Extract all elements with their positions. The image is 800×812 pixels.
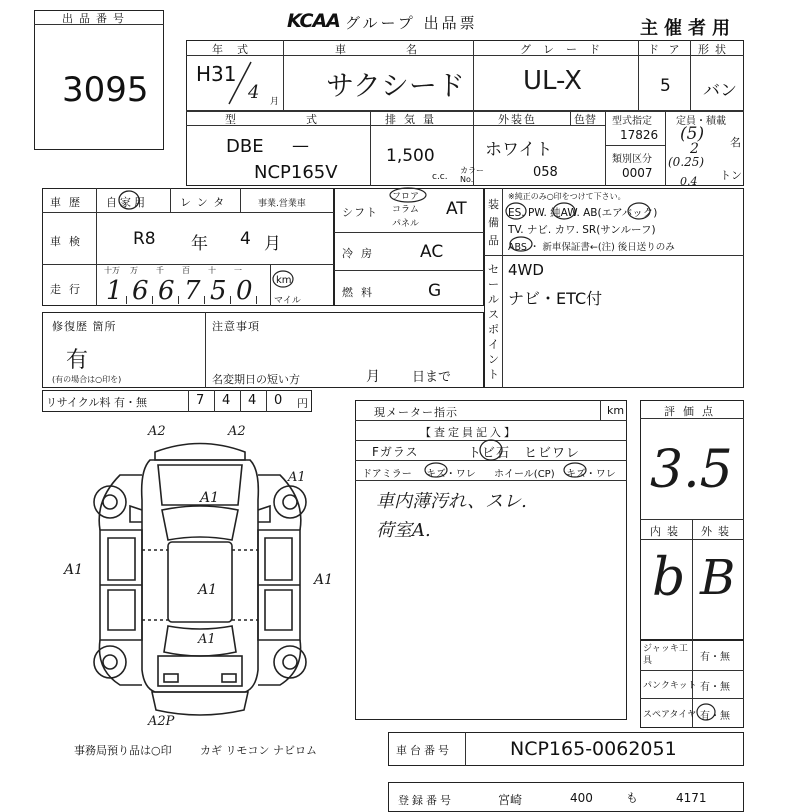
body-label: 形状 xyxy=(698,43,732,56)
score-label: 評価点 xyxy=(664,405,721,418)
color-value: ホワイト xyxy=(485,140,553,160)
repair-label: 修復歴 箇所 xyxy=(52,320,117,333)
grade-value: UL-X xyxy=(523,66,582,96)
remark-2: 荷室A. xyxy=(376,520,431,541)
inspector-label: 【査定員記入】 xyxy=(420,426,518,439)
mileage-digit-0: 1 xyxy=(106,276,123,306)
capacity-label: 定員・積載 xyxy=(676,116,726,127)
lot-number: 3095 xyxy=(62,70,149,110)
fuel-label: 燃料 xyxy=(342,286,380,299)
history-label: 車歴 xyxy=(50,196,88,209)
wheel-options: キズ・ワレ xyxy=(566,469,616,480)
equip-label: 装備品 xyxy=(488,198,499,247)
puncture-label: パンクキット xyxy=(643,681,697,691)
mileage-unit-4: 十 xyxy=(208,266,216,275)
equip-line-2: TV. ナビ. カワ. SR(サンルーフ) xyxy=(508,224,656,236)
equip-note: ※純正のみ○印をつけて下さい。 xyxy=(508,192,626,201)
mileage-unit-2: 千 xyxy=(156,266,164,275)
load-unit: トン xyxy=(720,169,742,182)
km-unit: km xyxy=(276,275,292,286)
spare-circle xyxy=(695,702,717,722)
inspection-month: 4 xyxy=(240,229,251,249)
body-value: バン xyxy=(703,81,737,101)
mark-fender-right: A1 xyxy=(288,470,306,485)
mileage-digit-3: 7 xyxy=(184,276,201,306)
sales-label: セールスポイント xyxy=(488,263,499,381)
mark-rear-door: A1 xyxy=(198,632,216,647)
mark-hood: A1 xyxy=(200,490,220,506)
mark-roof: A1 xyxy=(198,582,218,598)
car-diagram xyxy=(80,430,320,730)
color-no-label: カラーNo. xyxy=(460,166,484,184)
recycle-separator xyxy=(188,390,189,412)
class-label: 類別区分 xyxy=(612,154,652,165)
type-designation-label: 型式指定 xyxy=(612,116,652,127)
mileage-separator xyxy=(230,296,231,304)
private-circle xyxy=(117,189,141,211)
remark-1: 車内薄汚れ、スレ. xyxy=(376,491,527,512)
copy-type: 主催者用 xyxy=(640,18,736,39)
capacity-persons: (5) xyxy=(680,124,705,144)
mileage-digit-5: 0 xyxy=(236,276,253,306)
year-slash xyxy=(225,60,255,106)
mileage-unit-3: 百 xyxy=(182,266,190,275)
inspection-label: 車検 xyxy=(50,235,88,248)
recycle-yen: 円 xyxy=(297,397,308,410)
recycle-digit-2: 4 xyxy=(248,393,257,408)
reg-number: 4171 xyxy=(676,791,707,805)
displacement-label: 排気量 xyxy=(385,113,442,126)
persons-unit: 名 xyxy=(730,136,741,149)
mark-rear-bumper: A2P xyxy=(148,714,175,729)
score-value: 3.5 xyxy=(650,440,733,500)
capacity-load-3: 0.4 xyxy=(680,175,698,188)
notes-label: 注意事項 xyxy=(212,320,260,333)
exterior-score: B xyxy=(700,550,736,606)
recycle-digit-0: 7 xyxy=(196,393,205,408)
lot-number-label: 出品番号 xyxy=(62,12,130,25)
recycle-digit-1: 4 xyxy=(222,393,231,408)
glass-label: Fガラス xyxy=(372,445,419,459)
meter-label: 現メーター指示 xyxy=(374,406,458,419)
reg-kana: も xyxy=(626,791,639,805)
history-rental: レンタ xyxy=(180,196,231,209)
recycle-separator xyxy=(266,390,267,412)
class-code: 0007 xyxy=(622,166,653,180)
cc-unit: c.c. xyxy=(432,172,448,182)
model-code: NCP165V xyxy=(254,162,338,183)
chassis-label: 車台番号 xyxy=(396,744,452,757)
chassis-number: NCP165-0062051 xyxy=(510,738,677,760)
meter-unit: km xyxy=(607,404,625,417)
office-items: カギ リモコン ナビロム xyxy=(200,744,317,757)
sales-point-2: ナビ・ETC付 xyxy=(508,289,603,308)
shift-option-panel: パネル xyxy=(392,219,420,229)
mileage-unit-5: 一 xyxy=(234,266,242,275)
exterior-label: 外装 xyxy=(701,525,735,538)
recycle-digit-3: 0 xyxy=(274,393,283,408)
mileage-digit-1: 6 xyxy=(132,276,149,306)
glass-options: トビ石 ヒビワレ xyxy=(468,446,581,461)
sales-point-1: 4WD xyxy=(508,261,544,279)
spare-label: スペアタイヤ xyxy=(643,710,697,720)
form-title: グループ 出品票 xyxy=(345,14,478,32)
grade-label: グレード xyxy=(520,43,612,56)
mark-front-left: A2 xyxy=(148,424,166,439)
kcaa-logo: KCAA xyxy=(287,10,340,32)
mileage-separator xyxy=(126,296,127,304)
shift-option-floor: フロア xyxy=(392,192,420,202)
interior-score: b xyxy=(652,548,686,608)
mark-side-right: A1 xyxy=(314,572,334,588)
mirror-wheel-circles xyxy=(420,460,590,480)
repair-value: 有 xyxy=(66,348,89,373)
transfer-month: 月 xyxy=(366,369,380,385)
mark-front-right: A2 xyxy=(228,424,246,439)
capacity-load: 2 xyxy=(690,141,699,157)
office-note: 事務局預り品は○印 xyxy=(74,744,172,757)
mark-side-left: A1 xyxy=(64,562,84,578)
interior-label: 内装 xyxy=(650,525,684,538)
car-name: サクシード xyxy=(326,69,465,102)
mileage-separator xyxy=(204,296,205,304)
mileage-separator xyxy=(152,296,153,304)
type-designation: 17826 xyxy=(620,128,659,142)
mileage-separator xyxy=(256,296,257,304)
spare-value: 有・無 xyxy=(700,711,730,722)
year-value: H31 xyxy=(196,62,237,86)
mirror-options: キズ・ワレ xyxy=(426,469,476,480)
mileage-unit-0: 十万 xyxy=(104,266,120,275)
ac-label: 冷房 xyxy=(342,247,380,260)
shift-label: シフト xyxy=(342,206,378,219)
month-value: 4 xyxy=(248,82,260,103)
inspection-month-unit: 月 xyxy=(264,234,281,254)
km-circle xyxy=(272,270,294,288)
year-label: 年式 xyxy=(212,43,262,56)
recycle-separator xyxy=(240,390,241,412)
inspection-year-unit: 年 xyxy=(191,234,208,254)
displacement-value: 1,500 xyxy=(386,146,435,166)
inspection-era: R8 xyxy=(133,229,156,249)
model-dash: — xyxy=(292,136,309,156)
wheel-label: ホイール(CP) xyxy=(494,469,555,480)
recycle-label: リサイクル料 有・無 xyxy=(46,396,147,409)
mileage-unit-1: 万 xyxy=(130,266,138,275)
recycle-separator xyxy=(214,390,215,412)
jack-label: ジャッキ工具 xyxy=(643,644,688,666)
reg-label: 登録番号 xyxy=(398,794,454,807)
equip-line-1: ES. PW. 純AW. AB(エアバック) xyxy=(508,207,658,219)
glass-circle xyxy=(478,438,504,462)
mileage-separator xyxy=(178,296,179,304)
capacity-load-2: (0.25) xyxy=(668,155,705,169)
short-transfer-label: 名変期日の短い方 xyxy=(212,373,300,386)
mileage-label: 走行 xyxy=(50,283,88,296)
color-swap-label: 色替 xyxy=(574,113,596,126)
fuel-value: G xyxy=(428,281,442,301)
transfer-day: 日まで xyxy=(412,370,452,385)
floor-circle xyxy=(388,186,428,204)
name-label: 車名 xyxy=(335,43,477,56)
ac-value: AC xyxy=(420,242,444,262)
mirror-label: ドアミラー xyxy=(362,469,412,480)
model-label: 型式 xyxy=(225,113,387,126)
jack-value: 有・無 xyxy=(700,652,730,663)
month-unit: 月 xyxy=(270,97,280,107)
doors-label: ドア xyxy=(648,43,690,56)
doors-value: 5 xyxy=(660,76,671,96)
equip-line-3: ABS ・ 新車保証書←(注) 後日送りのみ xyxy=(508,242,675,253)
shift-value: AT xyxy=(446,199,467,219)
history-private: 自家用 xyxy=(106,196,148,209)
puncture-value: 有・無 xyxy=(700,682,730,693)
model-prefix: DBE xyxy=(226,136,264,157)
mileage-digit-4: 5 xyxy=(210,276,227,306)
color-no-value: 058 xyxy=(533,165,558,180)
reg-area: 宮崎 xyxy=(498,793,523,807)
reg-class: 400 xyxy=(570,791,593,805)
mileage-digit-2: 6 xyxy=(158,276,175,306)
mile-unit: マイル xyxy=(274,296,301,306)
history-business: 事業.営業車 xyxy=(258,199,306,209)
shift-option-column: コラム xyxy=(392,205,419,215)
color-label: 外装色 xyxy=(498,113,537,126)
repair-note: (有の場合は○印を) xyxy=(52,375,122,384)
equip-circles xyxy=(504,200,664,252)
